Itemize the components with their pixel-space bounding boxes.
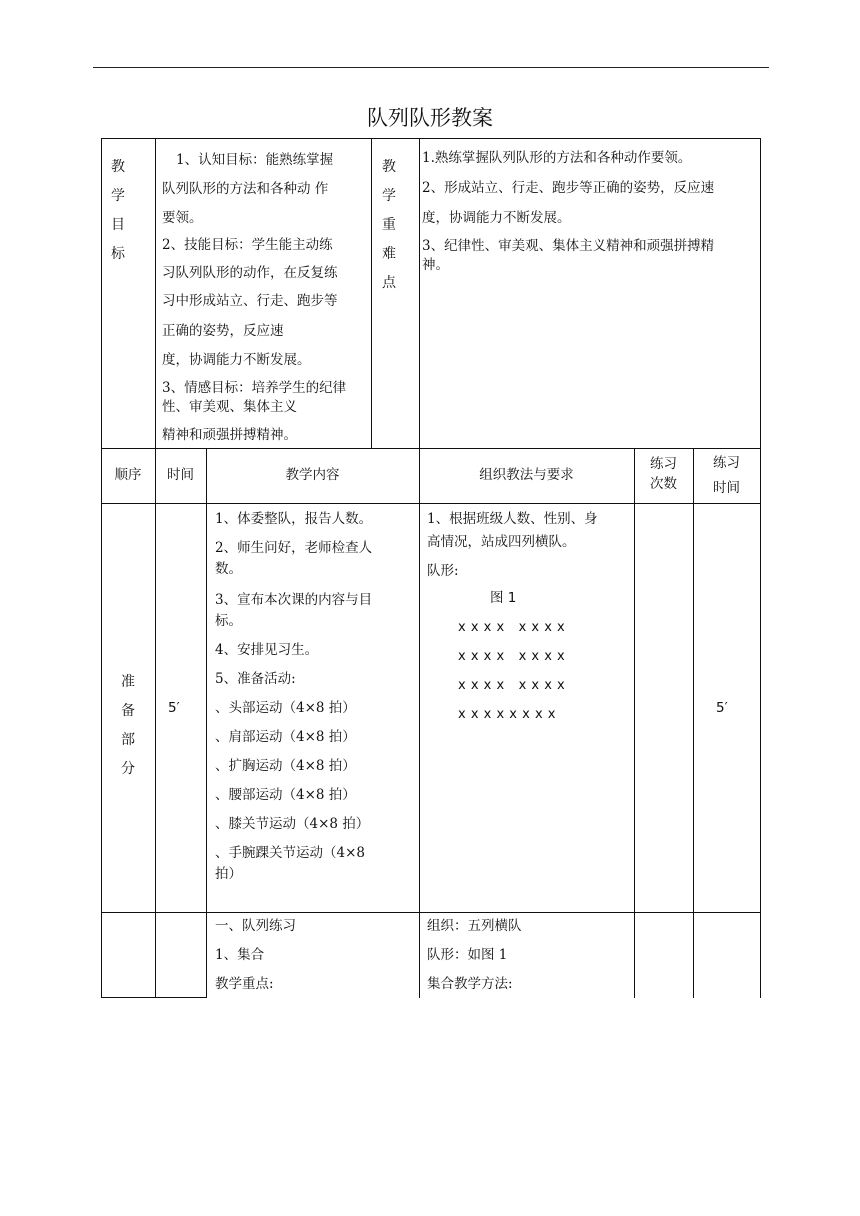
formation-row: x x x x x x x x [458,620,566,635]
page-title: 队列队形教案 [367,106,493,130]
formation-row: x x x x x x x x [458,678,566,693]
header-practice-count: 练习 [650,456,677,472]
header-practice-time-2: 时间 [713,480,740,496]
figure-label: 图 1 [490,590,517,606]
header-content: 教学内容 [285,467,340,483]
header-time: 时间 [167,467,194,483]
header-order: 顺序 [114,467,142,483]
header-practice-count-2: 次数 [650,476,677,492]
formation-row: x x x x x x x x [458,649,566,664]
header-method: 组织教法与要求 [479,467,574,483]
formation-row: x x x x x x x x [458,707,556,722]
header-practice-time: 练习 [713,455,740,471]
prep-time: 5′ [168,700,180,716]
header-rule [93,67,769,68]
prep-practice-time: 5′ [716,700,728,716]
